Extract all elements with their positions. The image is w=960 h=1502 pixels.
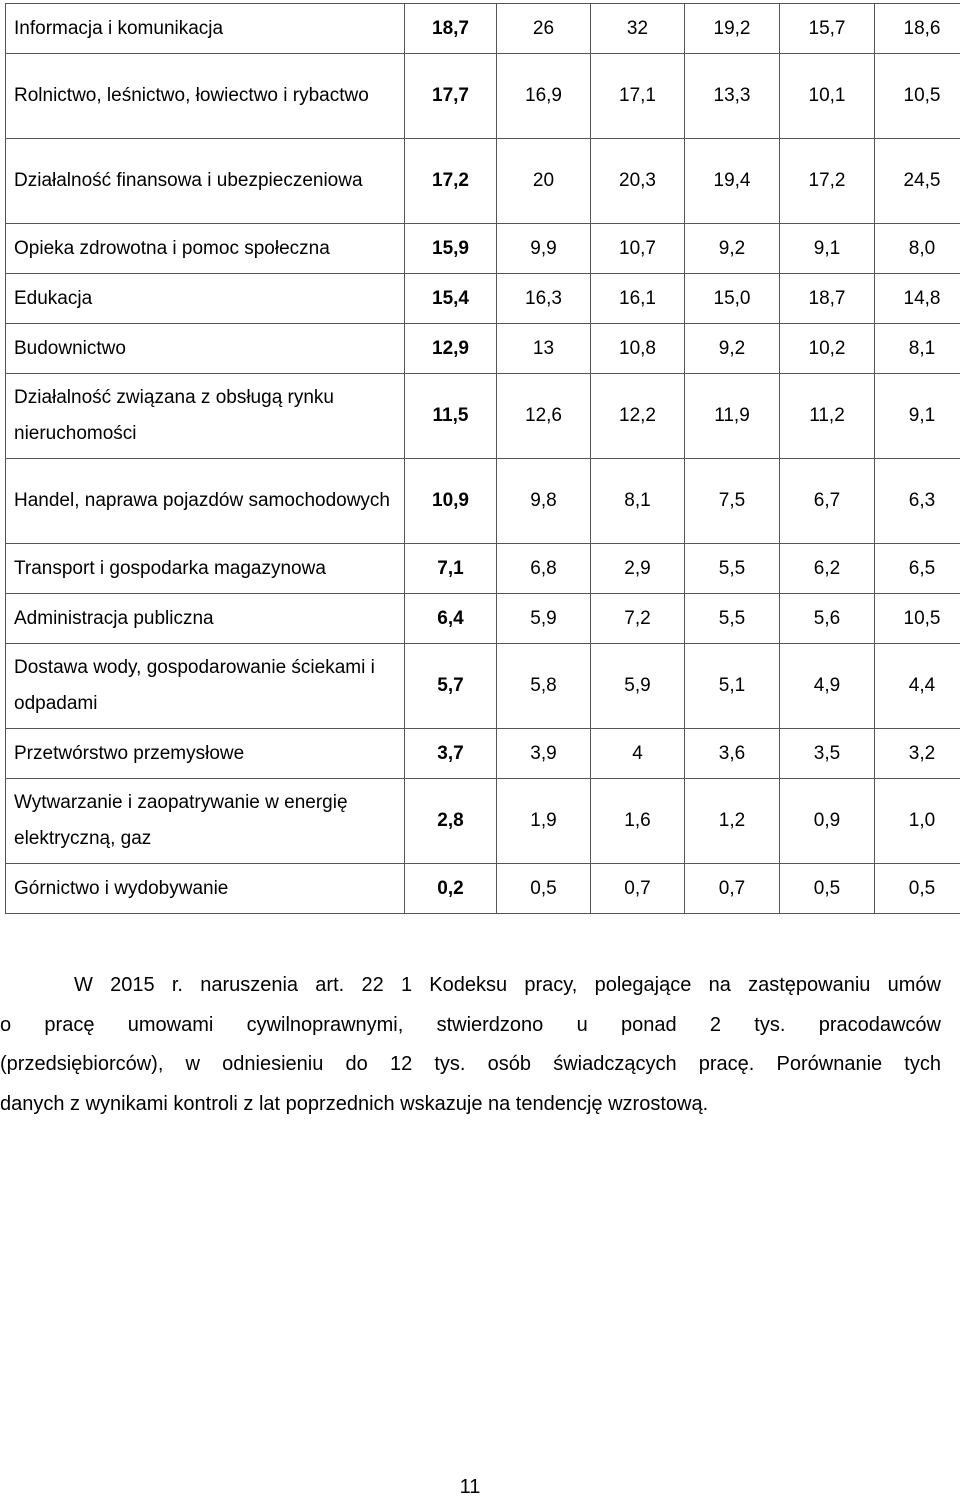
row-value-col5: 18,7 [780,274,875,324]
row-value-col3: 17,1 [591,54,685,139]
row-value-col6: 8,0 [875,224,960,274]
table-row [6,644,960,729]
paragraph-line: danych z wynikami kontroli z lat poprzednich wskazuje na tendencję wzrostową. [0,1092,709,1115]
row-value-col2: 9,8 [497,459,591,544]
row-value-col6: 10,5 [875,54,960,139]
row-value-col1: 11,5 [405,374,497,459]
row-value-col2: 20 [497,139,591,224]
row-value-col4: 15,0 [685,274,780,324]
row-label: Budownictwo [6,324,405,374]
row-value-col1: 17,7 [405,54,497,139]
row-value-col2: 16,3 [497,274,591,324]
row-value-col6: 3,2 [875,729,960,779]
row-value-col5: 15,7 [780,4,875,54]
row-value-col6: 1,0 [875,779,960,864]
row-value-col5: 0,5 [780,864,875,914]
table-row [6,274,960,324]
row-value-col3: 20,3 [591,139,685,224]
page-number: 11 [459,1476,481,1498]
row-value-col4: 13,3 [685,54,780,139]
row-value-col4: 19,4 [685,139,780,224]
row-value-col6: 8,1 [875,324,960,374]
row-value-col5: 4,9 [780,644,875,729]
row-value-col1: 15,9 [405,224,497,274]
row-label: Rolnictwo, leśnictwo, łowiectwo i rybactwo [6,54,405,139]
row-value-col3: 10,7 [591,224,685,274]
row-value-col6: 6,3 [875,459,960,544]
row-value-col3: 4 [591,729,685,779]
statistics-table [5,3,960,914]
row-value-col2: 3,9 [497,729,591,779]
row-value-col1: 18,7 [405,4,497,54]
row-value-col6: 4,4 [875,644,960,729]
row-value-col2: 16,9 [497,54,591,139]
row-label: Informacja i komunikacja [6,4,405,54]
row-label: Administracja publiczna [6,594,405,644]
row-value-col4: 0,7 [685,864,780,914]
row-value-col5: 5,6 [780,594,875,644]
table-body [6,4,960,914]
row-value-col1: 12,9 [405,324,497,374]
row-label: Działalność związana z obsługą rynku nieruchomości [6,374,405,459]
body-paragraph [0,966,941,1124]
row-value-col3: 7,2 [591,594,685,644]
row-value-col3: 16,1 [591,274,685,324]
paragraph-line: (przedsiębiorców), w odniesieniu do 12 tys. osób świadczących pracę. Porównanie tych [0,1053,941,1075]
row-value-col3: 2,9 [591,544,685,594]
row-value-col1: 6,4 [405,594,497,644]
row-value-col1: 17,2 [405,139,497,224]
row-label: Przetwórstwo przemysłowe [6,729,405,779]
table-row [6,374,960,459]
row-value-col6: 10,5 [875,594,960,644]
table-row [6,324,960,374]
row-value-col2: 0,5 [497,864,591,914]
row-value-col2: 6,8 [497,544,591,594]
row-value-col4: 9,2 [685,224,780,274]
row-value-col2: 5,9 [497,594,591,644]
row-value-col1: 5,7 [405,644,497,729]
row-value-col1: 3,7 [405,729,497,779]
row-value-col6: 0,5 [875,864,960,914]
row-value-col6: 18,6 [875,4,960,54]
row-value-col4: 7,5 [685,459,780,544]
row-value-col5: 9,1 [780,224,875,274]
row-value-col2: 13 [497,324,591,374]
row-value-col4: 11,9 [685,374,780,459]
row-value-col4: 5,5 [685,544,780,594]
row-value-col5: 6,2 [780,544,875,594]
row-label: Działalność finansowa i ubezpieczeniowa [6,139,405,224]
row-value-col2: 26 [497,4,591,54]
row-value-col1: 10,9 [405,459,497,544]
row-value-col2: 5,8 [497,644,591,729]
paragraph-text [0,966,941,1124]
row-value-col6: 6,5 [875,544,960,594]
row-value-col2: 1,9 [497,779,591,864]
row-value-col3: 8,1 [591,459,685,544]
row-value-col5: 6,7 [780,459,875,544]
row-value-col4: 1,2 [685,779,780,864]
row-value-col2: 12,6 [497,374,591,459]
row-label: Wytwarzanie i zaopatrywanie w energię elektryczną, gaz [6,779,405,864]
row-value-col5: 10,1 [780,54,875,139]
row-value-col5: 0,9 [780,779,875,864]
table-row [6,224,960,274]
row-value-col5: 17,2 [780,139,875,224]
table-row [6,139,960,224]
table-row [6,779,960,864]
row-value-col4: 3,6 [685,729,780,779]
row-value-col3: 5,9 [591,644,685,729]
row-value-col6: 9,1 [875,374,960,459]
row-label: Górnictwo i wydobywanie [6,864,405,914]
row-value-col3: 0,7 [591,864,685,914]
row-label: Edukacja [6,274,405,324]
paragraph-line: W 2015 r. naruszenia art. 22 1 Kodeksu pracy, polegające na zastępowaniu umów [74,974,941,996]
table-row [6,864,960,914]
row-value-col4: 5,1 [685,644,780,729]
table-row [6,459,960,544]
table-row [6,594,960,644]
row-value-col4: 9,2 [685,324,780,374]
row-value-col5: 3,5 [780,729,875,779]
row-value-col5: 11,2 [780,374,875,459]
table-row [6,4,960,54]
row-value-col3: 32 [591,4,685,54]
row-value-col5: 10,2 [780,324,875,374]
table-row [6,54,960,139]
row-value-col4: 19,2 [685,4,780,54]
paragraph-line: o pracę umowami cywilnoprawnymi, stwierdzono u ponad 2 tys. pracodawców [0,1013,941,1036]
row-label: Transport i gospodarka magazynowa [6,544,405,594]
table-row [6,544,960,594]
row-value-col1: 0,2 [405,864,497,914]
row-value-col3: 12,2 [591,374,685,459]
row-label: Handel, naprawa pojazdów samochodowych [6,459,405,544]
row-value-col3: 1,6 [591,779,685,864]
row-label: Opieka zdrowotna i pomoc społeczna [6,224,405,274]
table-row [6,729,960,779]
row-value-col4: 5,5 [685,594,780,644]
row-value-col2: 9,9 [497,224,591,274]
row-value-col1: 7,1 [405,544,497,594]
row-value-col3: 10,8 [591,324,685,374]
row-value-col1: 2,8 [405,779,497,864]
row-label: Dostawa wody, gospodarowanie ściekami i odpadami [6,644,405,729]
row-value-col6: 14,8 [875,274,960,324]
row-value-col6: 24,5 [875,139,960,224]
row-value-col1: 15,4 [405,274,497,324]
